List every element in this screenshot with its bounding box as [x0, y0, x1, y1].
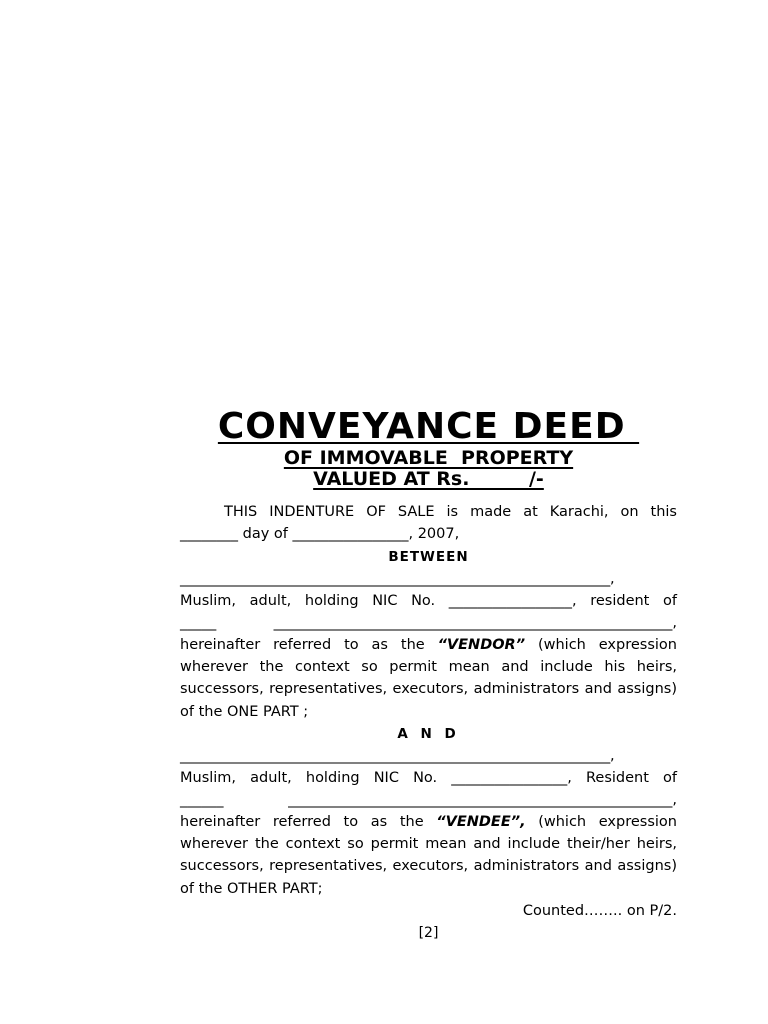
vendee-address-left: ______ — [180, 792, 224, 808]
vendor-ref-prefix: hereinafter referred to as the — [180, 637, 438, 653]
and-heading: A N D — [397, 726, 460, 742]
counted-note: Counted…….. on P/2. — [522, 903, 677, 919]
vendee-nic-line — [180, 767, 677, 789]
document-subtitle-value — [180, 468, 677, 490]
intro-text: THIS INDENTURE OF SALE is made at Karachi, on this — [224, 504, 677, 520]
document-subtitle-property — [180, 447, 677, 469]
document-title — [180, 405, 677, 449]
vendee-ref-suffix: (which expression wherever the context so permit mean and include their/her heirs, successors, representatives, executors, administrators and assigns) of the OTHER PART; — [180, 814, 677, 897]
vendor-nic-word: adult, — [249, 593, 292, 609]
vendee-nic-word: of — [663, 770, 677, 786]
vendor-nic-word: Muslim, — [180, 593, 237, 609]
vendor-nic-word: of — [662, 593, 677, 609]
vendor-reference-paragraph — [180, 634, 677, 723]
subtitle-property-text: OF IMMOVABLE PROPERTY — [283, 447, 574, 469]
vendor-ref-suffix: (which expression wherever the context so permit mean and include his heirs, successors, representatives, executors, administrators and assigns) of the ONE PART ; — [180, 637, 677, 720]
vendee-name-blank: _____________________________________________________________, — [180, 748, 615, 764]
vendee-nic-blank: ________________, — [451, 770, 572, 786]
between-heading: BETWEEN — [388, 549, 469, 565]
vendor-address-right: _______________________________________________________, — [273, 615, 677, 631]
vendor-address-line — [180, 612, 677, 634]
vendee-nic-word: Resident — [585, 770, 649, 786]
vendor-name-blank: _____________________________________________________________, — [180, 571, 615, 587]
document-title-text: CONVEYANCE DEED — [217, 406, 640, 447]
vendee-nic-word: NIC — [373, 770, 399, 786]
vendee-address-right: _____________________________________________________, — [288, 792, 677, 808]
vendor-nic-word: holding — [304, 593, 359, 609]
vendee-address-line — [180, 789, 677, 811]
vendor-nic-word: No. — [411, 593, 436, 609]
vendee-reference-paragraph — [180, 811, 677, 900]
vendor-nic-word: resident — [590, 593, 650, 609]
vendee-nic-word: Muslim, — [180, 770, 237, 786]
subtitle-value-text: VALUED AT Rs. /- — [313, 468, 544, 490]
vendor-nic-line — [180, 590, 677, 612]
vendee-ref-name: “VENDEE”, — [436, 814, 526, 830]
vendee-nic-word: No. — [413, 770, 438, 786]
vendor-nic-blank: _________________, — [448, 593, 577, 609]
vendee-ref-prefix: hereinafter referred to as the — [180, 814, 437, 830]
vendor-nic-word: NIC — [372, 593, 398, 609]
intro-line-1 — [180, 501, 677, 523]
vendor-ref-name: “VENDOR” — [437, 637, 526, 653]
vendor-address-left: _____ — [180, 615, 217, 631]
vendee-nic-word: holding — [305, 770, 360, 786]
vendee-nic-word: adult, — [250, 770, 292, 786]
intro-line-2: ________ day of ________________, 2007, — [180, 526, 460, 542]
page-number: [2] — [418, 925, 439, 941]
